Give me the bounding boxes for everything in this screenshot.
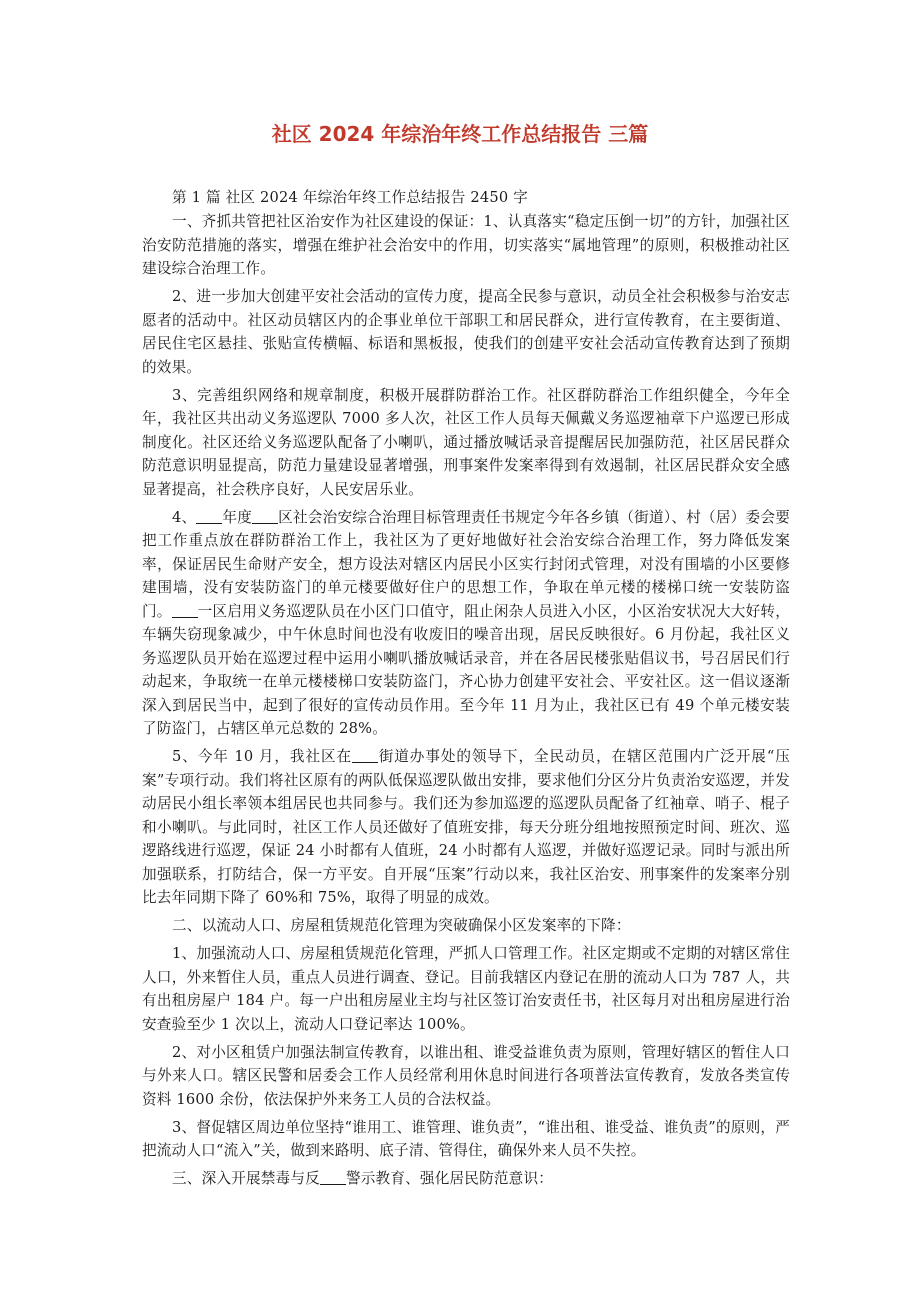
section-3-heading	[142, 1167, 790, 1191]
paragraph-5-part-b: 街道办事处的领导下，全民动员，在辖区范围内广泛开展“压案”专项行动。我们将社区原有的两队低保巡逻队做出安排，要求他们分区分片负责治安巡逻，并发动居民小组长率领本组居民也共同参与。我们还为参加巡逻的巡逻队员配备了红袖章、哨子、棍子和小喇叭。与此同时，社区工作人员还做好了值班安排，每天分班分组地按照预定时间、班次、巡逻路线进行巡逻，保证 24 小时都有人值班，24 小时都有人巡逻，并做好巡逻记录。同时与派出所加强联系，打防结合，保一方平安。自开展“压案”行动以来，我社区治安、刑事案件的发案率分别比去年同期下降了 60%和 75%，取得了明显的成效。	[142, 748, 790, 906]
paragraph-4-part-a: 年度	[222, 508, 253, 526]
paragraph-1: 一、齐抓共管把社区治安作为社区建设的保证：1、认真落实“稳定压倒一切”的方针，加强社区治安防范措施的落实，增强在维护社会治安中的作用，切实落实“属地管理”的原则，积极推动社区建设综合治理工作。	[142, 213, 790, 277]
redacted-blank	[196, 509, 222, 524]
redacted-blank	[252, 509, 278, 524]
section-3-part-a: 三、深入开展禁毒与反	[172, 1170, 320, 1187]
paragraph-8: 3、督促辖区周边单位坚持“谁用工、谁管理、谁负责”，“谁出租、谁受益、谁负责”的原则，严把流动人口“流入”关，做到来路明、底子清、管得住，确保外来人员不失控。	[142, 1118, 790, 1159]
paragraph-4	[142, 506, 790, 741]
paragraph-5-part-a: 5、今年 10 月，我社区在	[172, 748, 353, 765]
paragraph-2: 2、进一步加大创建平安社会活动的宣传力度，提高全民参与意识，动员全社会积极参与治安志愿者的活动中。社区动员辖区内的企事业单位干部职工和居民群众，进行宣传教育，在主要街道、居民住宅区悬挂、张贴宣传横幅、标语和黑板报，使我们的创建平安社会活动宣传教育达到了预期的效果。	[142, 288, 790, 376]
redacted-blank	[172, 603, 198, 618]
paragraph-7: 2、对小区租赁户加强法制宣传教育，以谁出租、谁受益谁负责为原则，管理好辖区的暂住人口与外来人口。辖区民警和居委会工作人员经常利用休息时间进行各项普法宣传教育，发放各类宣传资料 1600 余份，依法保护外来务工人员的合法权益。	[142, 1043, 790, 1108]
paragraph-6: 1、加强流动人口、房屋租赁规范化管理，严抓人口管理工作。社区定期或不定期的对辖区常住人口，外来暂住人员，重点人员进行调查、登记。目前我辖区内登记在册的流动人口为 787 人，共有出租房屋户 184 户。每一户出租房屋业主均与社区签订治安责任书，社区每月对出租房屋进行治安查验至少 1 次以上，流动人口登记率达 100%。	[142, 945, 790, 1033]
document-title: 社区 2024 年综治年终工作总结报告 三篇	[271, 122, 649, 146]
paragraph-4-part-b: 区社会治安综合治理目标管理责任书规定今年各乡镇（街道）、村（居）委会要把工作重点放在群防群治工作上，我社区为了更好地做好社会治安综合治理工作，努力降低发案率，保证居民生命财产安全，想方设法对辖区内居民小区实行封闭式管理，对没有围墙的小区要修建围墙，没有安装防盗门的单元楼要做好住户的思想工作，争取在单元楼的楼梯口统一安装防盗门。	[142, 508, 791, 620]
document-body	[142, 186, 790, 1195]
document-subtitle: 第 1 篇 社区 2024 年综治年终工作总结报告 2450 字	[172, 189, 528, 206]
paragraph-3: 3、完善组织网络和规章制度，积极开展群防群治工作。社区群防群治工作组织健全，今年全年，我社区共出动义务巡逻队 7000 多人次，社区工作人员每天佩戴义务巡逻袖章下户巡逻已形成制度化。社区还给义务巡逻队配备了小喇叭，通过播放喊话录音提醒居民加强防范，社区居民群众防范意识明显提高，防范力量建设显著增强，刑事案件发案率得到有效遏制，社区居民群众安全感显著提高，社会秩序良好，人民安居乐业。	[142, 386, 790, 498]
paragraph-5	[142, 745, 790, 910]
redacted-blank	[320, 1170, 346, 1185]
paragraph-4-prefix: 4、	[172, 508, 197, 526]
redacted-blank	[352, 748, 378, 763]
section-3-part-b: 警示教育、强化居民防范意识：	[345, 1170, 554, 1187]
paragraph-4-part-c: 一区启用义务巡逻队员在小区门口值守，阻止闲杂人员进入小区，小区治安状况大大好转，车辆失窃现象减少，中午休息时间也没有收废旧的噪音出现，居民反映很好。6 月份起，我社区义务巡逻队员开始在巡逻过程中运用小喇叭播放喊话录音，并在各居民楼张贴倡议书，号召居民们行动起来，争取统一在单元楼楼梯口安装防盗门，齐心协力创建平安社会、平安社区。这一倡议逐渐深入到居民当中，起到了很好的宣传动员作用。至今年 11 月为止，我社区已有 49 个单元楼安装了防盗门，占辖区单元总数的 28%。	[142, 602, 790, 737]
section-2-heading: 二、以流动人口、房屋租赁规范化管理为突破确保小区发案率的下降：	[172, 917, 631, 934]
